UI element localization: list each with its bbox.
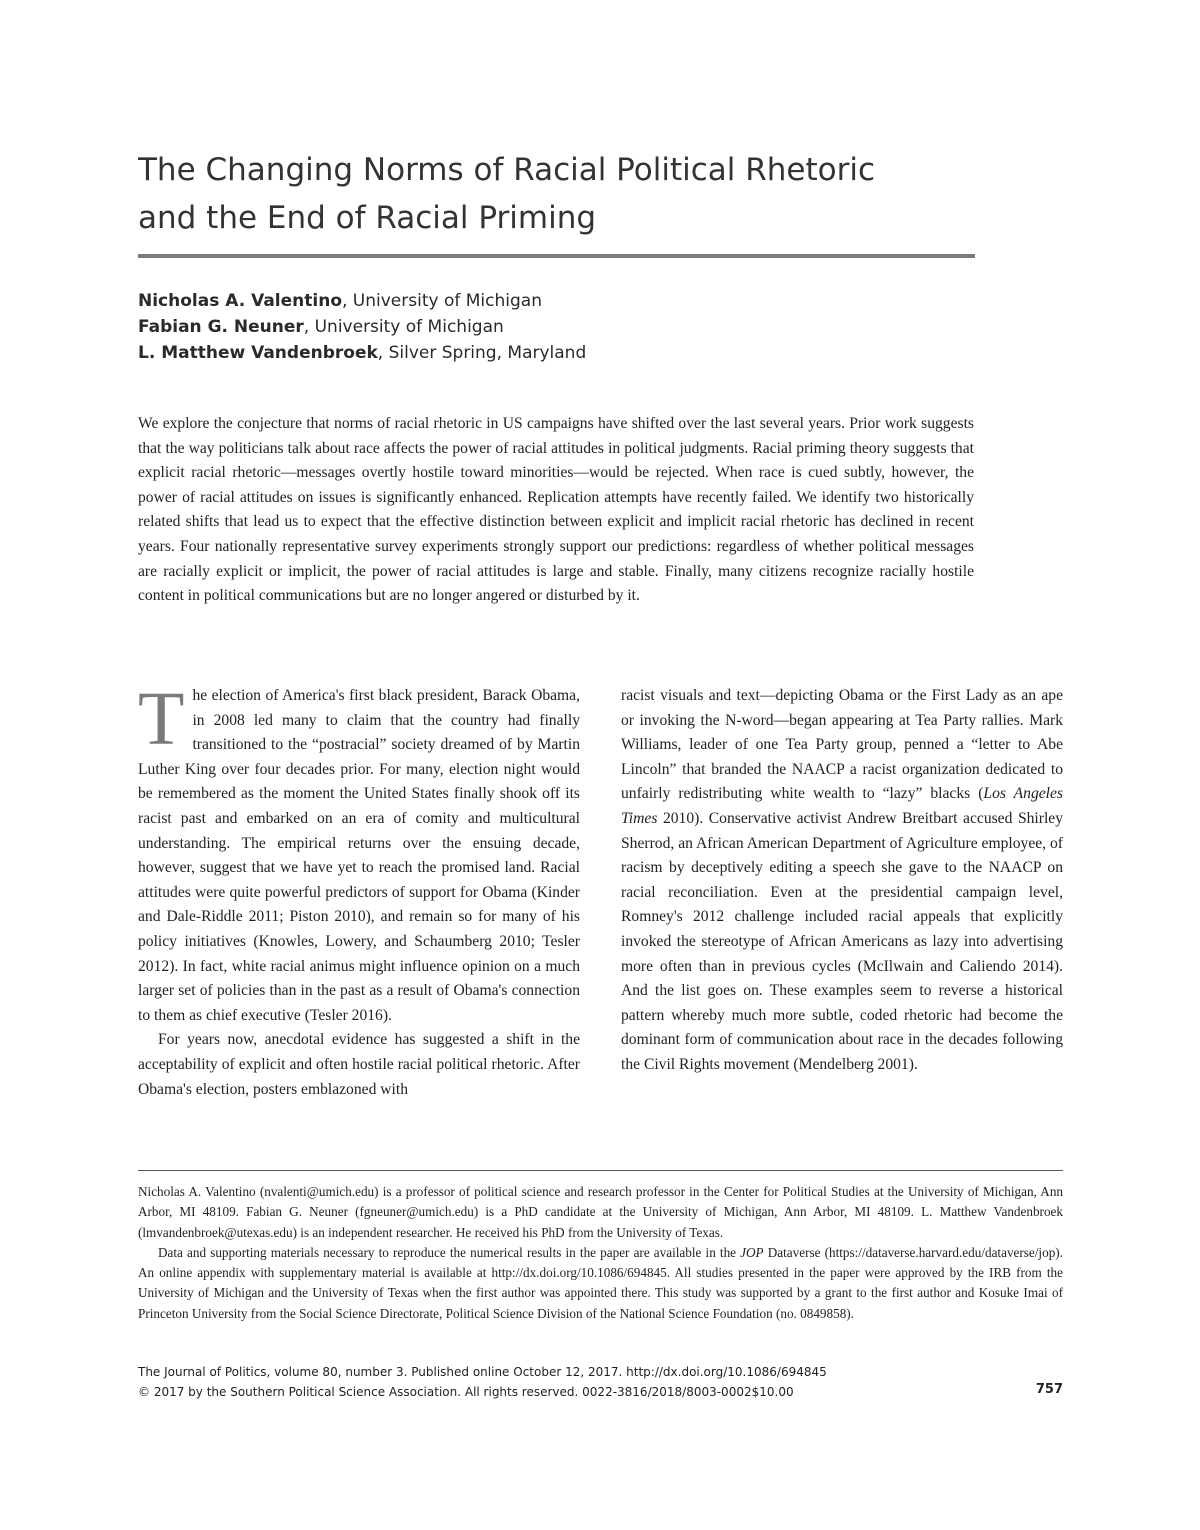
drop-cap: T: [138, 677, 185, 761]
article-title: [138, 146, 998, 242]
author-line: [138, 340, 998, 366]
footnote-data-availability: [138, 1243, 1063, 1324]
author-name: L. Matthew Vandenbroek: [138, 343, 378, 363]
footnotes: [138, 1182, 1063, 1324]
page-number: 757: [1035, 1382, 1063, 1397]
title-line-2: and the End of Racial Priming: [138, 200, 597, 236]
footnote-text: Dataverse (https://dataverse.harvard.edu/dataverse/jop). An online appendix with supplementary material is available at http://dx.doi.org/10.1086/694845. All studies presented in the paper were approved by the IRB from the University of Michigan and the University of Texas when the first author was appointed there. This study was supported by a grant to the first author and Kosuke Imai of Princeton University from the Social Science Directorate, Political Science Division of the National Science Foundation (no. 0849858).: [138, 1244, 1063, 1321]
body-column-right: [621, 684, 1063, 1078]
italic-journal: JOP: [740, 1244, 764, 1260]
body-paragraph: [621, 684, 1063, 1078]
author-line: [138, 288, 998, 314]
paragraph-text: racist visuals and text—depicting Obama or the First Lady as an ape or invoking the N-word—began appearing at Tea Party rallies. Mark Williams, leader of one Tea Party group, penned a “letter to Abe Lincoln” that branded the NAACP a racist organization dedicated to unfairly redistributing white wealth to “lazy” blacks (: [621, 687, 1063, 803]
paragraph-text: he election of America's first black president, Barack Obama, in 2008 led many to claim that the country had finally transitioned to the “postracial” society dreamed of by Martin Luther King over four decades prior. For many, election night would be remembered as the moment the United States finally shook off its racist past and embarked on an era of comity and multicultural understanding. The empirical returns over the ensuing decade, however, suggest that we have yet to reach the promised land. Racial attitudes were quite powerful predictors of support for Obama (Kinder and Dale-Riddle 2011; Piston 2010), and remain so for many of his policy initiatives (Knowles, Lowery, and Schaumberg 2010; Tesler 2012). In fact, white racial animus might influence opinion on a much larger set of policies than in the past as a result of Obama's connection to them as chief executive (Tesler 2016).: [138, 687, 580, 1024]
abstract: We explore the conjecture that norms of racial rhetoric in US campaigns have shifted over the last several years. Prior work suggests that the way politicians talk about race affects the power of racial attitudes in political judgments. Racial priming theory suggests that explicit racial rhetoric—messages overtly hostile toward minorities—would be rejected. When race is cued subtly, however, the power of racial attitudes on issues is significantly enhanced. Replication attempts have recently failed. We identify two historically related shifts that lead us to expect that the effective distinction between explicit and implicit racial rhetoric has declined in recent years. Four nationally representative survey experiments strongly support our predictions: regardless of whether political messages are racially explicit or implicit, the power of racial attitudes is large and stable. Finally, many citizens recognize racially hostile content in political communications but are no longer angered or disturbed by it.: [138, 415, 974, 605]
author-affiliation: , Silver Spring, Maryland: [377, 343, 587, 363]
footnote-text: Data and supporting materials necessary to reproduce the numerical results in the paper are available in the: [158, 1244, 741, 1260]
copyright-line: © 2017 by the Southern Political Science Association. All rights reserved. 0022-3816/2018/8003-0002$10.00: [138, 1385, 794, 1399]
italic-citation: Los Angeles Times: [621, 785, 1063, 827]
journal-info: [138, 1362, 1063, 1402]
author-list: [138, 288, 998, 366]
title-rule: [138, 254, 975, 258]
journal-citation: The Journal of Politics, volume 80, number 3. Published online October 12, 2017. http://dx.doi.org/10.1086/694845: [138, 1365, 827, 1379]
footnote-author-info: Nicholas A. Valentino (nvalenti@umich.edu) is a professor of political science and research professor in the Center for Political Studies at the University of Michigan, Ann Arbor, MI 48109. Fabian G. Neuner (fgneuner@umich.edu) is a PhD candidate at the University of Michigan, Ann Arbor, MI 48109. L. Matthew Vandenbroek (lmvandenbroek@utexas.edu) is an independent researcher. He received his PhD from the University of Texas.: [138, 1184, 1063, 1240]
author-affiliation: , University of Michigan: [303, 317, 504, 337]
body-paragraph: [138, 677, 580, 1028]
paragraph-text: 2010). Conservative activist Andrew Breitbart accused Shirley Sherrod, an African American Department of Agriculture employee, of racism by deceptively editing a speech she gave to the NAACP on racial reconciliation. Even at the presidential campaign level, Romney's 2012 challenge included racial appeals that explicitly invoked the stereotype of African Americans as lazy into advertising more often than in previous cycles (McIlwain and Caliendo 2014). And the list goes on. These examples seem to reverse a historical pattern whereby much more subtle, coded rhetoric had become the dominant form of communication about race in the decades following the Civil Rights movement (Mendelberg 2001).: [621, 809, 1063, 1073]
footnote-rule: [138, 1170, 1063, 1171]
title-line-1: The Changing Norms of Racial Political Rhetoric: [138, 152, 876, 188]
author-affiliation: , University of Michigan: [342, 291, 542, 311]
author-name: Nicholas A. Valentino: [138, 291, 342, 311]
body-paragraph: For years now, anecdotal evidence has suggested a shift in the acceptability of explicit and often hostile racial political rhetoric. After Obama's election, posters emblazoned with: [138, 1031, 580, 1098]
author-name: Fabian G. Neuner: [138, 317, 304, 337]
body-column-left: [138, 677, 580, 1102]
author-line: [138, 314, 998, 340]
